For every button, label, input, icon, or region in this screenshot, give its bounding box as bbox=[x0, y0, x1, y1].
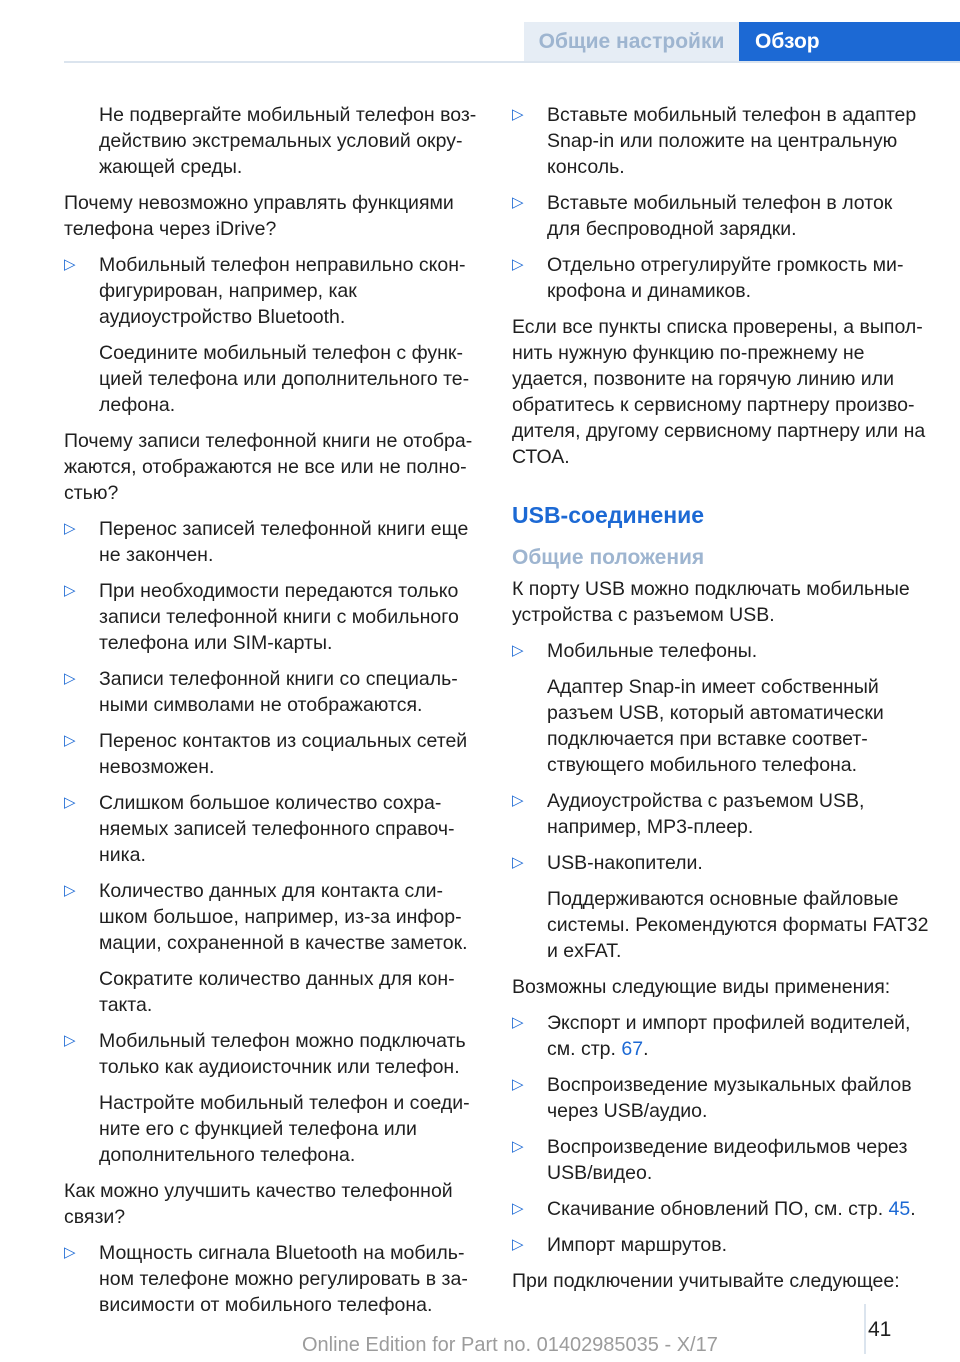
page-header bbox=[0, 0, 960, 62]
paragraph: При подключении учитывайте следующее: bbox=[512, 1270, 900, 1292]
right-column bbox=[512, 102, 930, 1304]
subsection-heading: Общие положения bbox=[512, 546, 705, 569]
triangle-bullet-icon: ▷ bbox=[512, 1138, 524, 1155]
page-link[interactable]: 67 bbox=[621, 1038, 644, 1060]
triangle-bullet-icon: ▷ bbox=[512, 1076, 524, 1093]
triangle-bullet-icon: ▷ bbox=[64, 794, 76, 811]
question: Почему невозможно управлять функциями телефона через iDrive? bbox=[64, 192, 454, 240]
question: Как можно улучшить качество телефонной связи? bbox=[64, 1180, 453, 1228]
list-item: ▷ Аудиоустройства с разъемом USB, например, MP3-плеер. bbox=[512, 790, 865, 838]
triangle-bullet-icon: ▷ bbox=[64, 1032, 76, 1049]
list-item: ▷ Мобильный телефон неправильно сконфигурирован, например, как аудиоустройство Bluetooth. bbox=[64, 254, 466, 328]
edition-footer: Online Edition for Part no. 01402985035 - X/17 bbox=[302, 1334, 718, 1356]
triangle-bullet-icon: ▷ bbox=[512, 1200, 524, 1217]
list-item: ▷ Вставьте мобильный телефон в адаптер Snap-in или положите на центральную консоль. bbox=[512, 104, 917, 178]
triangle-bullet-icon: ▷ bbox=[512, 256, 524, 273]
list-item: ▷ Мощность сигнала Bluetooth на мобильном телефоне можно регулировать в зависимости от мобильного телефона. bbox=[64, 1242, 468, 1316]
paragraph: Если все пункты списка проверены, а выполнить нужную функцию по-прежнему не удается, позвоните на горячую линию или обратитесь к сервисному партнеру производителя, другому сервисному партнеру или на СТОА. bbox=[512, 316, 926, 468]
list-item: ▷ Отдельно отрегулируйте громкость микрофона и динамиков. bbox=[512, 254, 904, 302]
list-item: ▷ При необходимости передаются только записи телефонной книги с мобильного телефона или SIM-карты. bbox=[64, 580, 459, 654]
chapter-tab: Обзор bbox=[739, 22, 960, 62]
triangle-bullet-icon: ▷ bbox=[64, 582, 76, 599]
triangle-bullet-icon: ▷ bbox=[64, 670, 76, 687]
paragraph: Настройте мобильный телефон и соедините его с функцией телефона или дополнительного телефона. bbox=[99, 1092, 470, 1166]
left-column bbox=[64, 102, 480, 1328]
triangle-bullet-icon: ▷ bbox=[512, 1014, 524, 1031]
triangle-bullet-icon: ▷ bbox=[64, 520, 76, 537]
list-item: ▷ USB-накопители. bbox=[512, 852, 703, 874]
list-item: ▷ Скачивание обновлений ПО, см. стр. 45. bbox=[512, 1198, 916, 1220]
paragraph: Поддерживаются основные файловые системы. Рекомендуются форматы FAT32 и exFAT. bbox=[547, 888, 929, 962]
list-item: ▷ Записи телефонной книги со специальными символами не отображаются. bbox=[64, 668, 458, 716]
list-item: ▷ Воспроизведение музыкальных файлов через USB/аудио. bbox=[512, 1074, 912, 1122]
list-item: ▷ Перенос записей телефонной книги еще не закончен. bbox=[64, 518, 469, 566]
list-item: ▷ Импорт маршрутов. bbox=[512, 1234, 728, 1256]
triangle-bullet-icon: ▷ bbox=[512, 194, 524, 211]
list-item: ▷ Перенос контактов из социальных сетей невозможен. bbox=[64, 730, 468, 778]
triangle-bullet-icon: ▷ bbox=[512, 792, 524, 809]
list-item: ▷ Экспорт и импорт профилей водителей, см. стр. 67. bbox=[512, 1012, 911, 1060]
paragraph: К порту USB можно подключать мобильные устройства с разъемом USB. bbox=[512, 578, 910, 626]
paragraph: Соедините мобильный телефон с функцией телефона или дополнительного телефона. bbox=[99, 342, 470, 416]
paragraph: Не подвергайте мобильный телефон воздействию экстремальных условий окружающей среды. bbox=[99, 104, 477, 178]
triangle-bullet-icon: ▷ bbox=[512, 1236, 524, 1253]
triangle-bullet-icon: ▷ bbox=[512, 642, 524, 659]
list-item: ▷ Количество данных для контакта слишком большое, например, из-за информации, сохраненной в качестве заметок. bbox=[64, 880, 468, 954]
footer-divider bbox=[864, 1304, 866, 1354]
section-tab: Общие настройки bbox=[524, 22, 739, 62]
triangle-bullet-icon: ▷ bbox=[512, 854, 524, 871]
list-item: ▷ Мобильный телефон можно подключать только как аудиоисточник или телефон. bbox=[64, 1030, 466, 1078]
section-heading: USB-соединение bbox=[512, 502, 705, 528]
list-item: ▷ Вставьте мобильный телефон в лоток для беспроводной зарядки. bbox=[512, 192, 893, 240]
question: Почему записи телефонной книги не отображаются, отображаются не все или не полностью? bbox=[64, 430, 473, 504]
header-divider bbox=[64, 61, 960, 63]
page-link[interactable]: 45 bbox=[888, 1198, 911, 1220]
triangle-bullet-icon: ▷ bbox=[64, 256, 76, 273]
triangle-bullet-icon: ▷ bbox=[64, 732, 76, 749]
page-number: 41 bbox=[868, 1318, 892, 1341]
list-item: ▷ Слишком большое количество сохраняемых записей телефонного справочника. bbox=[64, 792, 455, 866]
triangle-bullet-icon: ▷ bbox=[64, 1244, 76, 1261]
paragraph: Сократите количество данных для контакта. bbox=[99, 968, 455, 1016]
triangle-bullet-icon: ▷ bbox=[512, 106, 524, 123]
list-item: ▷ Воспроизведение видеофильмов через USB/видео. bbox=[512, 1136, 908, 1184]
list-item: ▷ Мобильные телефоны. bbox=[512, 640, 758, 662]
paragraph: Возможны следующие виды применения: bbox=[512, 976, 891, 998]
triangle-bullet-icon: ▷ bbox=[64, 882, 76, 899]
paragraph: Адаптер Snap-in имеет собственный разъем USB, который автоматически подключается при вставке соответствующего мобильного телефона. bbox=[547, 676, 884, 776]
